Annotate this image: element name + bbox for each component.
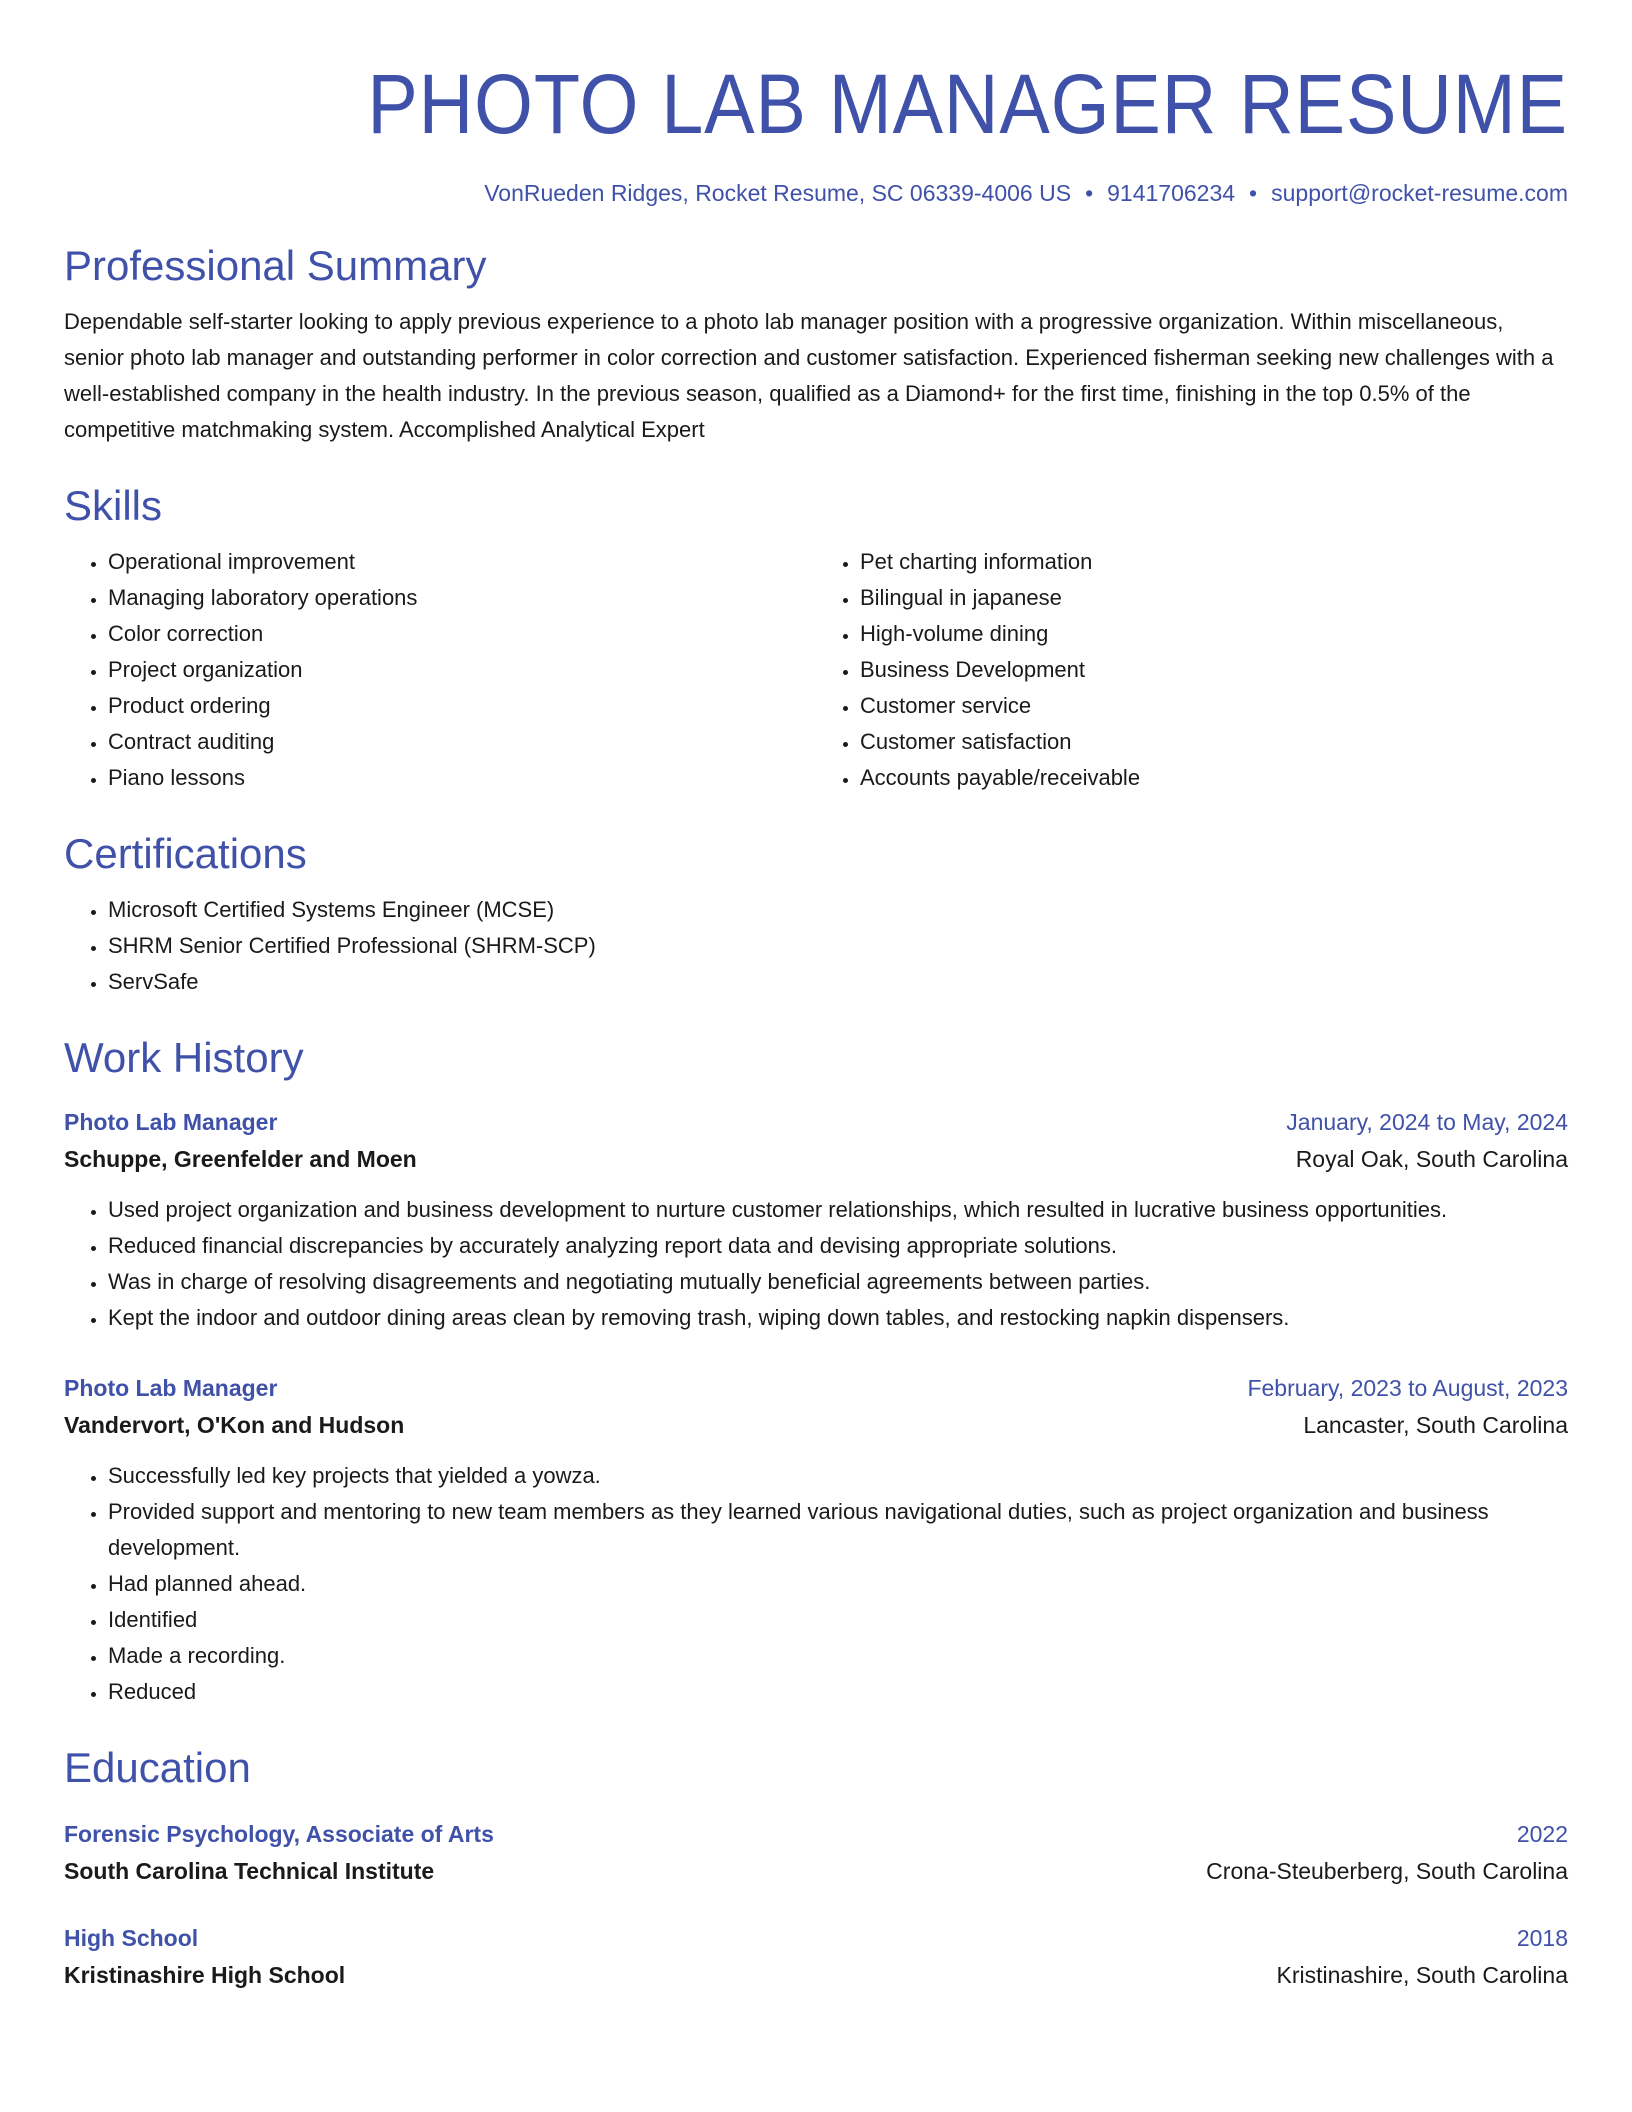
job-bullet: • Kept the indoor and outdoor dining areas clean by removing trash, wiping down tables, and restocking napkin dispensers. [108,1300,1568,1336]
education-entry [64,1816,1568,1890]
job-title-row [64,1104,1568,1140]
certifications-heading: Certifications [64,830,307,877]
skill-item: • Customer satisfaction [860,724,1568,760]
skills-heading: Skills [64,482,163,529]
skill-item: • Project organization [108,652,816,688]
job-bullet: • Used project organization and business development to nurture customer relationships, which resulted in lucrative business opportunities. [108,1192,1568,1228]
job-company: Vandervort, O'Kon and Hudson [64,1412,405,1438]
skill-item: • High-volume dining [860,616,1568,652]
job-bullet: • Reduced financial discrepancies by accurately analyzing report data and devising appropriate solutions. [108,1228,1568,1264]
education-degree-row [64,1920,1568,1956]
summary-text: Dependable self-starter looking to apply previous experience to a photo lab manager position with a progressive organization. Within miscellaneous, senior photo lab manager and outstanding performer in color correction and customer satisfaction. Experienced fisherman seeking new challenges with a well-established company in the health industry. In the previous season, qualified as a Diamond+ for the first time, finishing in the top 0.5% of the competitive matchmaking system. Accomplished Analytical Expert [64,309,1554,442]
job-company: Schuppe, Greenfelder and Moen [64,1146,417,1172]
skill-item: • Product ordering [108,688,816,724]
education-degree-row [64,1816,1568,1852]
job-bullet: • Provided support and mentoring to new team members as they learned various navigational duties, such as project organization and business development. [108,1494,1568,1566]
job-entry [64,1104,1568,1336]
education-year: 2018 [1516,1925,1568,1951]
skill-item: • Business Development [860,652,1568,688]
skills-grid [64,532,1568,796]
education-school: South Carolina Technical Institute [64,1858,435,1884]
skill-item: • Pet charting information [860,544,1568,580]
skill-item: • Contract auditing [108,724,816,760]
job-title-row [64,1370,1568,1406]
education-school-row [64,1852,1568,1890]
education-degree: High School [64,1925,199,1951]
certifications-section [64,828,1568,1000]
education-school-row [64,1956,1568,1994]
education-section [64,1742,1568,1994]
skill-item: • Color correction [108,616,816,652]
skill-item: • Customer service [860,688,1568,724]
skills-section [64,480,1568,796]
job-bullets [64,1192,1568,1336]
resume-title: PHOTO LAB MANAGER RESUME [367,57,1568,151]
skill-item: • Bilingual in japanese [860,580,1568,616]
contact-email[interactable]: support@rocket-resume.com [1271,180,1568,206]
job-bullet: • Had planned ahead. [108,1566,1568,1602]
skill-item: • Accounts payable/receivable [860,760,1568,796]
skill-item: • Piano lessons [108,760,816,796]
certification-item: • ServSafe [108,964,1568,1000]
job-entry [64,1370,1568,1710]
education-location: Crona-Steuberberg, South Carolina [1206,1858,1568,1884]
skill-item: • Operational improvement [108,544,816,580]
job-bullet: • Identified [108,1602,1568,1638]
job-role: Photo Lab Manager [64,1375,278,1401]
job-bullets [64,1458,1568,1710]
job-bullet: • Was in charge of resolving disagreements and negotiating mutually beneficial agreements between parties. [108,1264,1568,1300]
job-company-row [64,1406,1568,1444]
work-history-heading: Work History [64,1034,304,1081]
contact-separator: • [1085,180,1094,206]
education-location: Kristinashire, South Carolina [1276,1962,1568,1988]
certification-item: • Microsoft Certified Systems Engineer (MCSE) [108,892,1568,928]
education-year: 2022 [1516,1821,1568,1847]
education-heading: Education [64,1744,251,1791]
job-role: Photo Lab Manager [64,1109,278,1135]
resume-header [64,56,1568,208]
skill-item: • Managing laboratory operations [108,580,816,616]
contact-phone[interactable]: 9141706234 [1107,180,1236,206]
skills-list-right [816,544,1568,796]
job-bullet: • Successfully led key projects that yielded a yowza. [108,1458,1568,1494]
job-dates: January, 2024 to May, 2024 [1286,1109,1568,1135]
education-school: Kristinashire High School [64,1962,346,1988]
education-entry [64,1920,1568,1994]
contact-line [64,178,1568,208]
work-history-section [64,1032,1568,1710]
job-bullet: • Reduced [108,1674,1568,1710]
summary-heading: Professional Summary [64,242,487,289]
job-dates: February, 2023 to August, 2023 [1247,1375,1568,1401]
skills-list-left [64,544,816,796]
contact-separator: • [1249,180,1258,206]
job-location: Royal Oak, South Carolina [1295,1146,1568,1172]
certifications-list [64,892,1568,1000]
job-company-row [64,1140,1568,1178]
contact-address: VonRueden Ridges, Rocket Resume, SC 06339-4006 US [484,180,1072,206]
education-degree: Forensic Psychology, Associate of Arts [64,1821,494,1847]
summary-section [64,240,1568,448]
certification-item: • SHRM Senior Certified Professional (SHRM-SCP) [108,928,1568,964]
job-bullet: • Made a recording. [108,1638,1568,1674]
job-location: Lancaster, South Carolina [1303,1412,1568,1438]
